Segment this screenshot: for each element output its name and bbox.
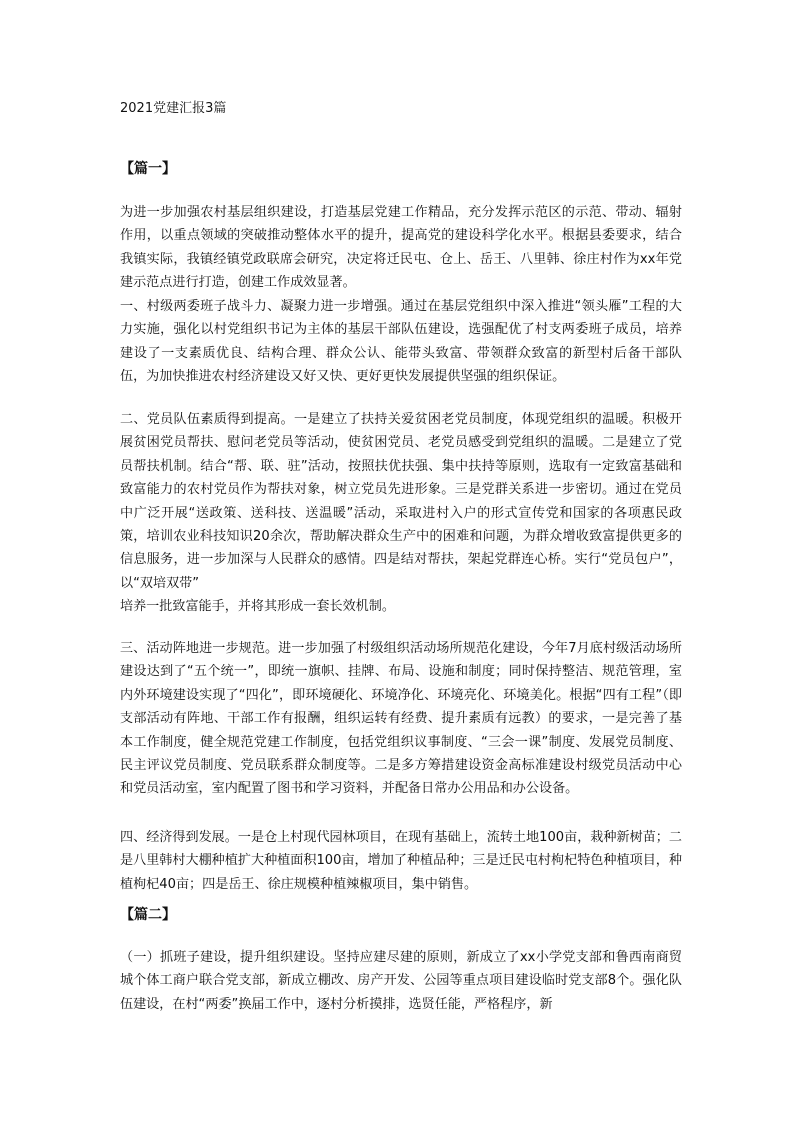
paragraph-section2-point-1: （一）抓班子建设，提升组织建设。坚持应建尽建的原则，新成立了xx小学党支部和鲁西南商贸城个体工商户联合党支部，新成立棚改、房产开发、公园等重点项目建设临时党支部8个。强化队伍建设，在村“两委”换届工作中，逐村分析摸排，选贤任能，严格程序，新 bbox=[120, 950, 682, 1012]
paragraph-point-2: 二、党员队伍素质得到提高。一是建立了扶持关爱贫困老党员制度，体现党组织的温暖。积极开展贫困党员帮扶、慰问老党员等活动，使贫困党员、老党员感受到党组织的温暖。二是建立了党员帮扶机制。结合“帮、联、驻”活动，按照扶优扶强、集中扶持等原则，选取有一定致富基础和致富能力的农村党员作为帮扶对象，树立党员先进形象。三是党群关系进一步密切。通过在党员中广泛开展“送政策、送科技、送温暖”活动，采取进村入户的形式宣传党和国家的各项惠民政策，培训农业科技知识20余次，帮助解决群众生产中的困难和问题，为群众增收致富提供更多的信息服务，进一步加深与人民群众的感情。四是结对帮扶，架起党群连心桥。实行“党员包户”，以“双培双带” bbox=[120, 412, 682, 591]
paragraph-point-4: 四、经济得到发展。一是仓上村现代园林项目，在现有基础上，流转土地100亩，栽种新树苗；二是八里韩村大棚种植扩大种植面积100亩，增加了种植品种；三是迁民屯村枸杞特色种植项目，种植枸杞40亩；四是岳王、徐庄规模种植辣椒项目，集中销售。 bbox=[120, 830, 682, 892]
paragraph-point-1: 一、村级两委班子战斗力、凝聚力进一步增强。通过在基层党组织中深入推进“领头雁”工程的大力实施，强化以村党组织书记为主体的基层干部队伍建设，选强配优了村支两委班子成员，培养建设了一支素质优良、结构合理、群众公认、能带头致富、带领群众致富的新型村后备干部队伍，为加快推进农村经济建设又好又快、更好更快发展提供坚强的组织保证。 bbox=[120, 299, 682, 385]
section-heading-2: 【篇二】 bbox=[120, 907, 176, 923]
document-title: 2021党建汇报3篇 bbox=[120, 101, 227, 116]
paragraph-point-2-continued: 培养一批致富能手，并将其形成一套长效机制。 bbox=[120, 599, 395, 614]
paragraph-intro: 为进一步加强农村基层组织建设，打造基层党建工作精品，充分发挥示范区的示范、带动、辐射作用，以重点领域的突破推动整体水平的提升，提高党的建设科学化水平。根据县委要求，结合我镇实际，我镇经镇党政联席会研究，决定将迁民屯、仓上、岳王、八里韩、徐庄村作为xx年党建示范点进行打造，创建工作成效显著。 bbox=[120, 205, 682, 291]
paragraph-point-3: 三、活动阵地进一步规范。进一步加强了村级组织活动场所规范化建设，今年7月底村级活动场所建设达到了“五个统一”，即统一旗帜、挂牌、布局、设施和制度；同时保持整洁、规范管理，室内外环境建设实现了“四化”，即环境硬化、环境净化、环境亮化、环境美化。根据“四有工程”（即支部活动有阵地、干部工作有报酬，组织运转有经费、提升素质有远教）的要求，一是完善了基本工作制度，健全规范党建工作制度，包括党组织议事制度、“三会一课”制度、发展党员制度、民主评议党员制度、党员联系群众制度等。二是多方筹措建设资金高标准建设村级党员活动中心和党员活动室，室内配置了图书和学习资料，并配备日常办公用品和办公设备。 bbox=[120, 641, 682, 797]
section-heading-1: 【篇一】 bbox=[120, 161, 176, 177]
